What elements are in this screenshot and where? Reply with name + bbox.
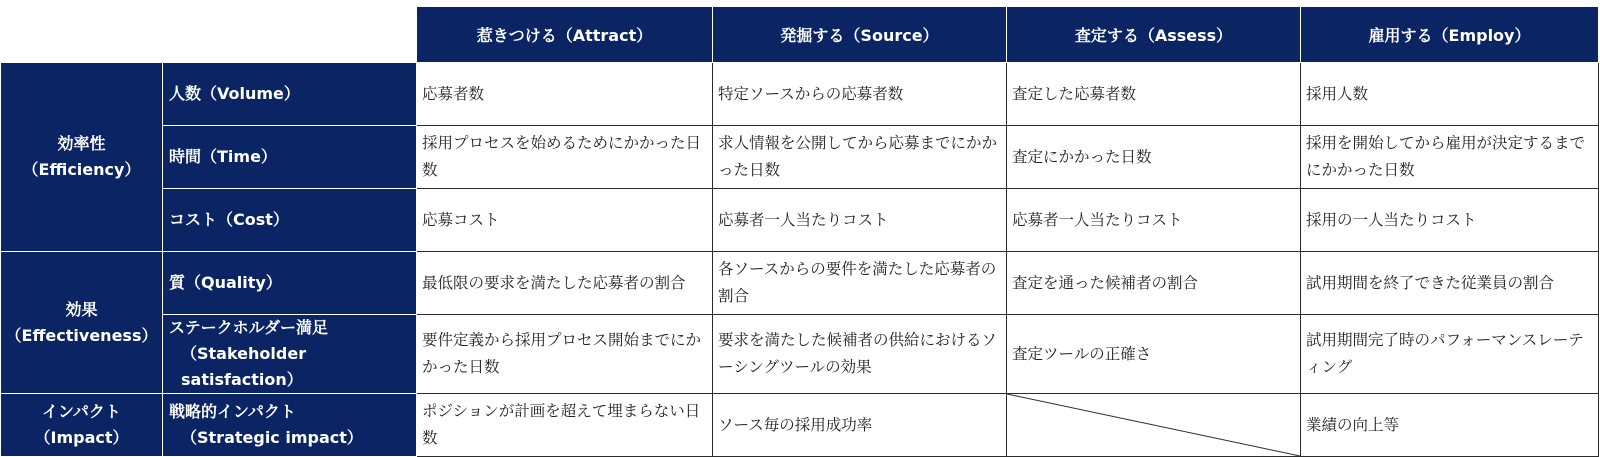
category-label: 効率性 bbox=[57, 134, 106, 153]
metric-stakeholder-satisfaction bbox=[163, 315, 417, 394]
cell-volume-assess: 査定した応募者数 bbox=[1007, 63, 1301, 126]
cell-impact-attract: ポジションが計画を超えて埋まらない日数 bbox=[417, 394, 713, 457]
cell-impact-assess-not-applicable bbox=[1007, 394, 1301, 457]
category-label: インパクト bbox=[42, 402, 121, 421]
recruiting-metrics-table bbox=[0, 6, 1599, 457]
category-label-en: （Impact） bbox=[34, 428, 129, 447]
cell-impact-source: ソース毎の採用成功率 bbox=[713, 394, 1007, 457]
cell-quality-assess: 査定を通った候補者の割合 bbox=[1007, 252, 1301, 315]
cell-volume-source: 特定ソースからの応募者数 bbox=[713, 63, 1007, 126]
cell-quality-attract: 最低限の要求を満たした応募者の割合 bbox=[417, 252, 713, 315]
header-source: 発掘する（Source） bbox=[713, 7, 1007, 63]
corner-blank bbox=[1, 7, 417, 63]
metric-quality: 質（Quality） bbox=[163, 252, 417, 315]
metric-strategic-impact bbox=[163, 394, 417, 457]
diagonal-strike bbox=[1007, 394, 1300, 456]
cell-satisfaction-attract: 要件定義から採用プロセス開始までにかかった日数 bbox=[417, 315, 713, 394]
cell-quality-employ: 試用期間を終了できた従業員の割合 bbox=[1301, 252, 1599, 315]
table-row bbox=[1, 252, 1599, 315]
table-row bbox=[1, 126, 1599, 189]
header-attract: 惹きつける（Attract） bbox=[417, 7, 713, 63]
cell-satisfaction-source: 要求を満たした候補者の供給におけるソーシングツールの効果 bbox=[713, 315, 1007, 394]
metric-volume: 人数（Volume） bbox=[163, 63, 417, 126]
header-row bbox=[1, 7, 1599, 63]
header-assess: 査定する（Assess） bbox=[1007, 7, 1301, 63]
category-label-en: （Efficiency） bbox=[22, 160, 141, 179]
cell-time-source: 求人情報を公開してから応募までにかかった日数 bbox=[713, 126, 1007, 189]
cell-quality-source: 各ソースからの要件を満たした応募者の割合 bbox=[713, 252, 1007, 315]
cell-cost-attract: 応募コスト bbox=[417, 189, 713, 252]
cell-volume-employ: 採用人数 bbox=[1301, 63, 1599, 126]
header-employ: 雇用する（Employ） bbox=[1301, 7, 1599, 63]
category-label: 効果 bbox=[65, 299, 98, 319]
cell-cost-source: 応募者一人当たりコスト bbox=[713, 189, 1007, 252]
cell-time-employ: 採用を開始してから雇用が決定するまでにかかった日数 bbox=[1301, 126, 1599, 189]
metric-label-en: （Strategic impact） bbox=[181, 428, 363, 447]
table-row bbox=[1, 63, 1599, 126]
cell-cost-employ: 採用の一人当たりコスト bbox=[1301, 189, 1599, 252]
cell-satisfaction-employ: 試用期間完了時のパフォーマンスレーティング bbox=[1301, 315, 1599, 394]
metric-label: 戦略的インパクト bbox=[169, 402, 296, 421]
category-impact bbox=[1, 394, 163, 457]
metric-label: ステークホルダー満足 bbox=[169, 318, 329, 337]
category-effectiveness bbox=[1, 252, 163, 394]
table-row bbox=[1, 394, 1599, 457]
cell-volume-attract: 応募者数 bbox=[417, 63, 713, 126]
category-efficiency bbox=[1, 63, 163, 252]
metrics-table-container bbox=[0, 6, 1598, 448]
cell-time-assess: 査定にかかった日数 bbox=[1007, 126, 1301, 189]
cell-impact-employ: 業績の向上等 bbox=[1301, 394, 1599, 457]
table-row bbox=[1, 189, 1599, 252]
table-row bbox=[1, 315, 1599, 394]
cell-time-attract: 採用プロセスを始めるためにかかった日数 bbox=[417, 126, 713, 189]
category-label-en: （Effectiveness） bbox=[5, 325, 158, 345]
metric-label-en: （Stakeholder satisfaction） bbox=[181, 344, 307, 389]
cell-cost-assess: 応募者一人当たりコスト bbox=[1007, 189, 1301, 252]
metric-time: 時間（Time） bbox=[163, 126, 417, 189]
cell-satisfaction-assess: 査定ツールの正確さ bbox=[1007, 315, 1301, 394]
metric-cost: コスト（Cost） bbox=[163, 189, 417, 252]
